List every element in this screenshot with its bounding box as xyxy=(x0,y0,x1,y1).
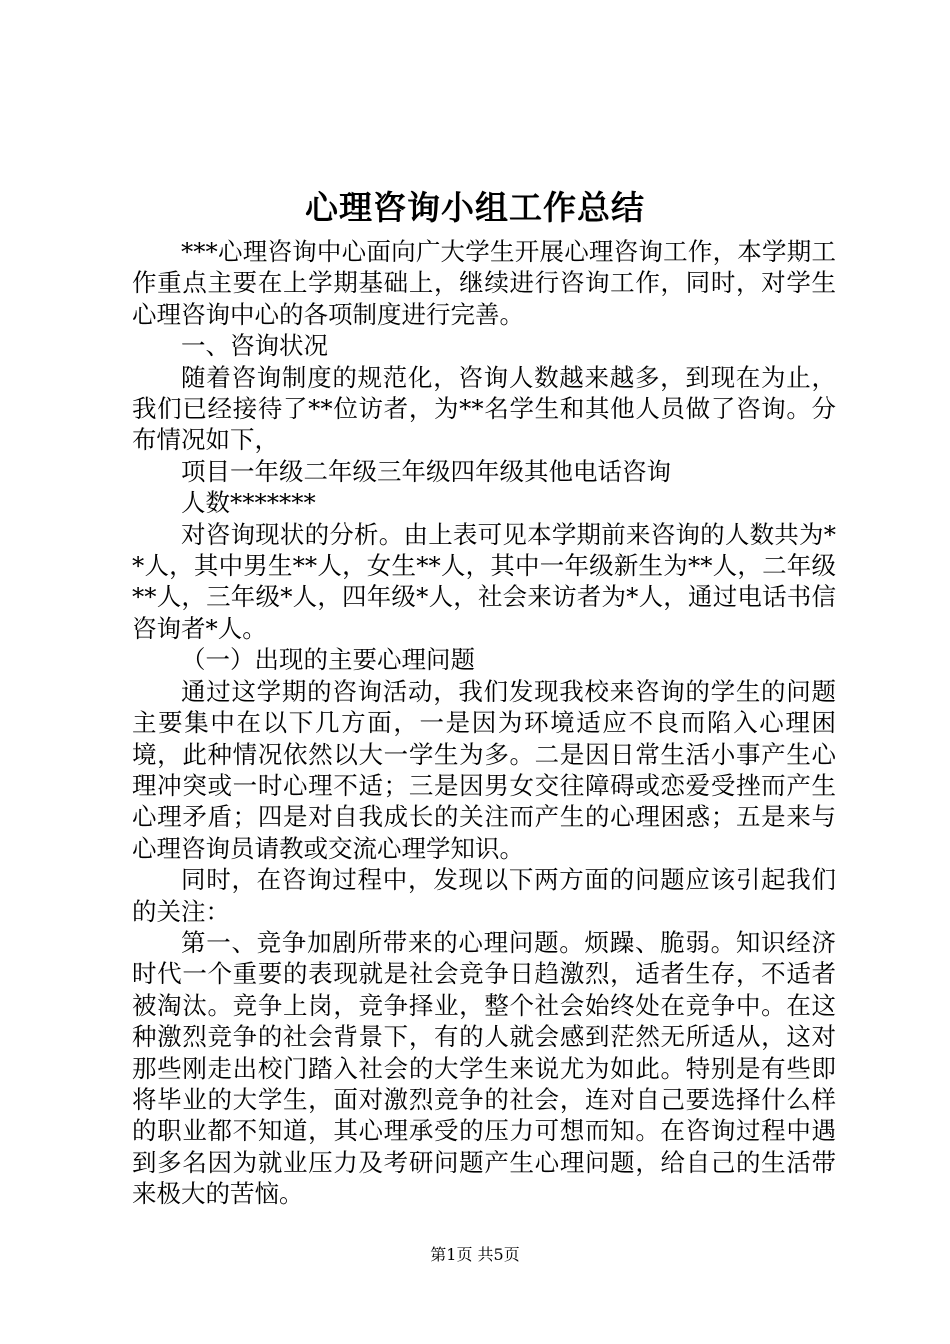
table-line-header: 项目一年级二年级三年级四年级其他电话咨询 xyxy=(181,456,671,486)
paragraph-analysis: 对咨询现状的分析。由上表可见本学期前来咨询的人数共为**人，其中男生**人，女生**人，其中一年级新生为**人，二年级**人，三年级*人，四年级*人，社会来访者为*人，通过电话书信咨询者*人。 xyxy=(132,519,836,643)
section-heading-consultation-status: 一、咨询状况 xyxy=(181,331,328,361)
document-title: 心理咨询小组工作总结 xyxy=(305,188,645,227)
paragraph-intro: ***心理咨询中心面向广大学生开展心理咨询工作，本学期工作重点主要在上学期基础上，继续进行咨询工作，同时，对学生心理咨询中心的各项制度进行完善。 xyxy=(132,237,836,329)
paragraph-competition: 第一、竞争加剧所带来的心理问题。烦躁、脆弱。知识经济时代一个重要的表现就是社会竞争日趋激烈，适者生存，不适者被淘汰。竞争上岗，竞争择业，整个社会始终处在竞争中。在这种激烈竞争的社会背景下，有的人就会感到茫然无所适从，这对那些刚走出校门踏入社会的大学生来说尤为如此。特别是有些即将毕业的大学生，面对激烈竞争的社会，连对自己要选择什么样的职业都不知道，其心理承受的压力可想而知。在咨询过程中遇到多名因为就业压力及考研问题产生心理问题，给自己的生活带来极大的苦恼。 xyxy=(132,927,836,1209)
document-body xyxy=(132,236,836,1210)
table-line-counts: 人数******* xyxy=(181,488,316,518)
page-number: 第1页 共5页 xyxy=(430,1245,520,1264)
paragraph-attention: 同时，在咨询过程中，发现以下两方面的问题应该引起我们的关注： xyxy=(132,865,836,926)
paragraph-consultation-count: 随着咨询制度的规范化，咨询人数越来越多，到现在为止，我们已经接待了**位访者，为**名学生和其他人员做了咨询。分布情况如下， xyxy=(132,362,836,455)
paragraph-problems: 通过这学期的咨询活动，我们发现我校来咨询的学生的问题主要集中在以下几方面，一是因为环境适应不良而陷入心理困境，此种情况依然以大一学生为多。二是因日常生活小事产生心理冲突或一时心理不适；三是因男女交往障碍或恋爱受挫而产生心理矛盾；四是对自我成长的关注而产生的心理困惑；五是来与心理咨询员请教或交流心理学知识。 xyxy=(132,676,836,863)
subheading-main-problems: （一）出现的主要心理问题 xyxy=(181,645,475,675)
